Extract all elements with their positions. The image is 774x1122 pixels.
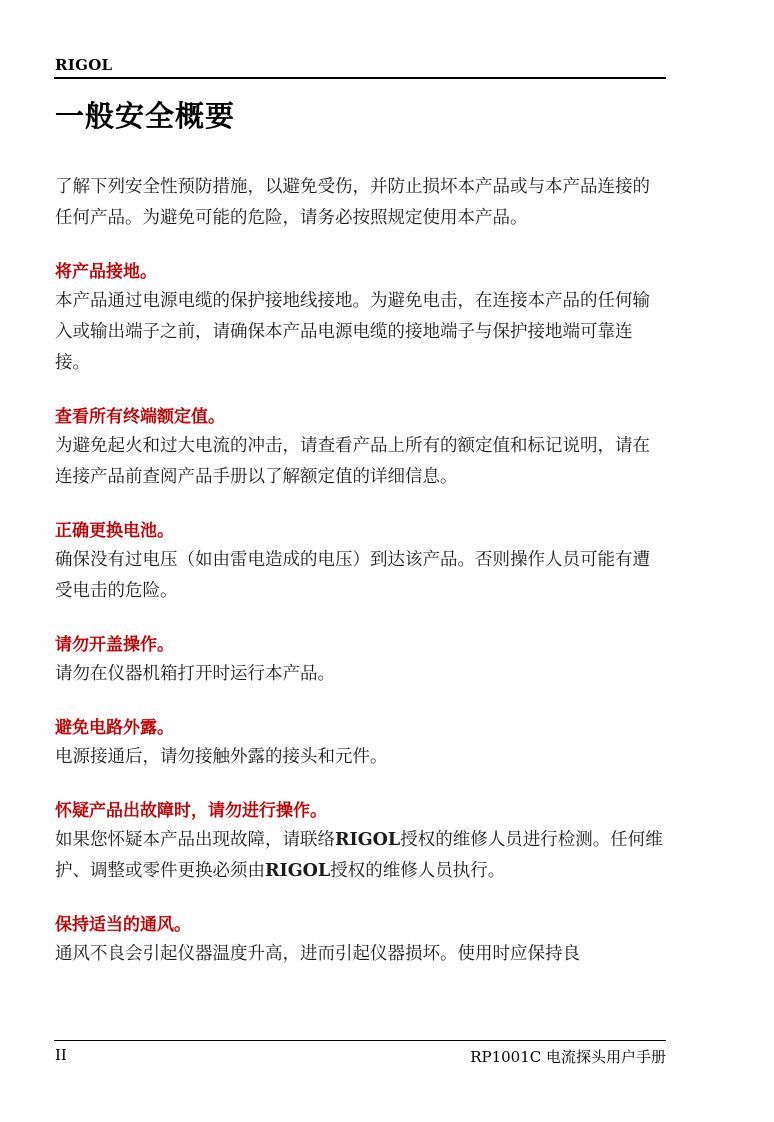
section-heading: 请勿开盖操作。: [55, 635, 174, 655]
brand-inline: RIGOL: [335, 830, 401, 850]
document-name: RP1001C 电流探头用户手册: [470, 1048, 666, 1066]
section-heading: 将产品接地。: [55, 262, 157, 282]
section-body: 本产品通过电源电缆的保护接地线接地。为避免电击，在连接本产品的任何输入或输出端子之前，请确保本产品电源电缆的接地端子与保护接地端可靠连接。: [55, 291, 650, 373]
brand-logo: RIGOL: [55, 56, 113, 74]
section-suspected-failure: [55, 797, 667, 887]
section-heading: 怀疑产品出故障时，请勿进行操作。: [55, 801, 327, 821]
body-text: 如果您怀疑本产品出现故障，请联络: [55, 830, 335, 850]
section-heading: 正确更换电池。: [55, 521, 174, 541]
section-body: 为避免起火和过大电流的冲击，请查看产品上所有的额定值和标记说明，请在连接产品前查阅产品手册以了解额定值的详细信息。: [55, 436, 650, 487]
section-heading: 避免电路外露。: [55, 718, 174, 738]
section-no-open-cover: [55, 631, 667, 690]
section-heading: 保持适当的通风。: [55, 915, 191, 935]
section-battery: [55, 517, 667, 607]
brand-inline: RIGOL: [265, 861, 331, 881]
section-body: 通风不良会引起仪器温度升高，进而引起仪器损坏。使用时应保持良: [55, 944, 580, 964]
page-number: II: [55, 1046, 67, 1064]
section-ventilation: [55, 911, 667, 970]
intro-paragraph: 了解下列安全性预防措施，以避免受伤，并防止损坏本产品或与本产品连接的任何产品。为避免可能的危险，请务必按照规定使用本产品。: [55, 177, 650, 228]
footer-rule: [54, 1040, 666, 1041]
section-body: 请勿在仪器机箱打开时运行本产品。: [55, 664, 335, 684]
body-text: 授权的维修人员进行检测。任何维护、调整或零件更换必须由: [55, 830, 663, 881]
section-body: 电源接通后，请勿接触外露的接头和元件。: [55, 747, 388, 767]
page-title: 一般安全概要: [55, 99, 236, 133]
body-text: 授权的维修人员执行。: [330, 861, 506, 881]
section-grounding: [55, 258, 667, 379]
section-heading: 查看所有终端额定值。: [55, 407, 225, 427]
main-content: [55, 172, 667, 970]
section-body: 确保没有过电压（如由雷电造成的电压）到达该产品。否则操作人员可能有遭受电击的危险。: [55, 550, 650, 601]
section-ratings: [55, 403, 667, 493]
header-rule: [54, 77, 666, 79]
section-body: [55, 825, 667, 887]
section-exposed-circuit: [55, 714, 667, 773]
